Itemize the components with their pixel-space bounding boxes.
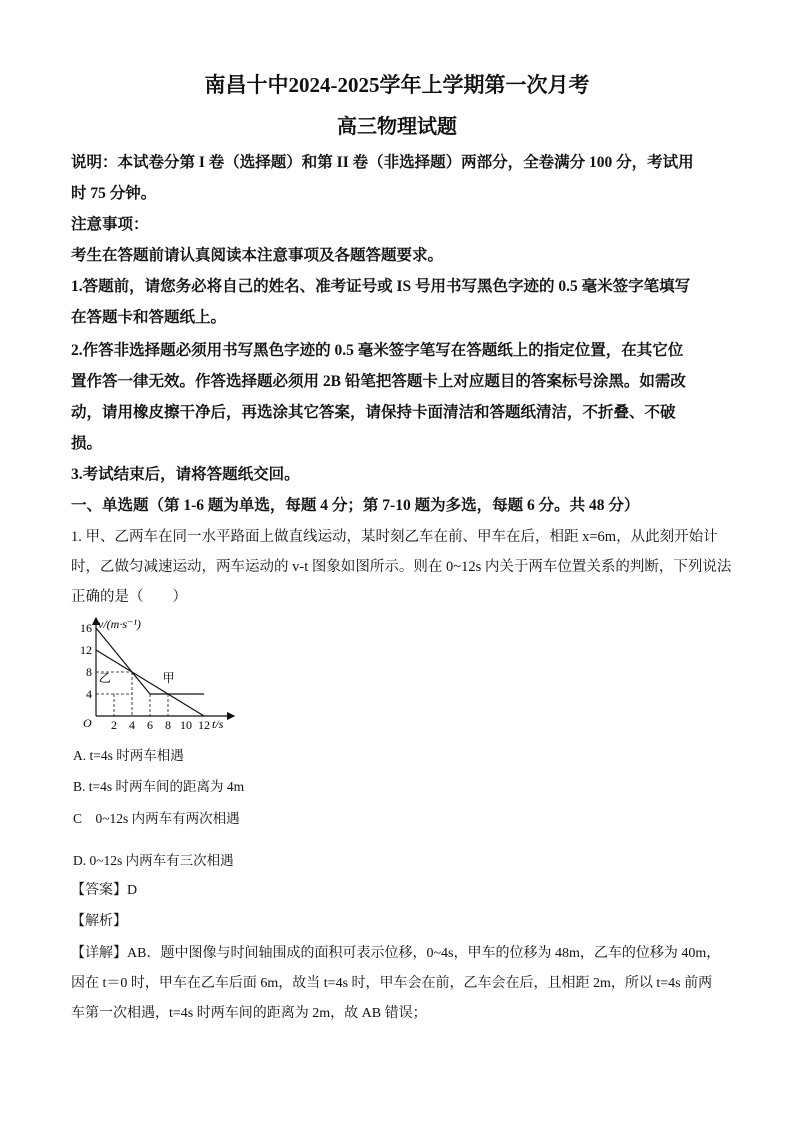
note-2-line-1: 2.作答非选择题必须用书写黑色字迹的 0.5 毫米签字笔写在答题纸上的指定位置，在其它位	[71, 342, 684, 359]
note-1-line-2: 在答题卡和答题纸上。	[71, 309, 227, 326]
section-heading: 一、单选题（第 1-6 题为单选，每题 4 分；第 7-10 题为多选，每题 6 分。共 48 分）	[71, 497, 640, 514]
y-tick-label: 8	[86, 665, 92, 679]
x-tick-label: 12	[198, 718, 210, 732]
x-tick-label: 2	[111, 718, 117, 732]
series-label-yi: 乙	[98, 670, 111, 685]
x-tick-label: 8	[165, 718, 171, 732]
note-2-line-3: 动，请用橡皮擦干净后，再选涂其它答案，请保持卡面清洁和答题纸清洁，不折叠、不破	[71, 404, 676, 421]
intro-line-1: 说明：本试卷分第 I 卷（选择题）和第 II 卷（非选择题）两部分，全卷满分 100 分，考试用	[71, 154, 694, 171]
origin-label: O	[83, 716, 92, 730]
question-1-stem-line-2: 时，乙做匀减速运动，两车运动的 v-t 图象如图所示。则在 0~12s 内关于两车位置关系的判断，下列说法	[71, 559, 732, 575]
intro-line-2: 时 75 分钟。	[71, 185, 157, 202]
option-d: D. 0~12s 内两车有三次相遇	[73, 853, 234, 868]
analysis-tag: 【解析】	[71, 914, 127, 929]
x-tick-label: 4	[129, 718, 135, 732]
x-tick-label: 6	[147, 718, 153, 732]
y-axis-label: v/(m·s⁻¹)	[98, 617, 141, 631]
note-3: 3.考试结束后，请将答题纸交回。	[71, 466, 300, 483]
answer-line	[71, 879, 137, 899]
option-b: B. t=4s 时两车间的距离为 4m	[73, 779, 245, 794]
detail-line-1: 【详解】AB．题中图像与时间轴围成的面积可表示位移，0~4s，甲车的位移为 48m，乙车的位移为 40m，	[71, 946, 721, 961]
answer-value: D	[127, 883, 138, 898]
option-c: C 0~12s 内两车有两次相遇	[73, 811, 240, 826]
exam-title: 南昌十中2024-2025学年上学期第一次月考	[204, 73, 590, 97]
option-a: A. t=4s 时两车相遇	[73, 748, 184, 763]
note-1-line-1: 1.答题前，请您务必将自己的姓名、准考证号或 IS 号用书写黑色字迹的 0.5 毫米签字笔填写	[71, 278, 691, 295]
answer-tag: 【答案】	[71, 883, 127, 898]
y-tick-label: 16	[80, 621, 92, 635]
x-axis-label: t/s	[212, 717, 224, 731]
note-2-line-2: 置作答一律无效。作答选择题必须用 2B 铅笔把答题卡上对应题目的答案标号涂黑。如需改	[71, 373, 686, 390]
series-line-jia	[96, 628, 204, 694]
notes-lead: 考生在答题前请认真阅读本注意事项及各题答题要求。	[71, 247, 444, 264]
vt-graph	[74, 612, 244, 734]
y-tick-label: 12	[80, 643, 92, 657]
exam-subtitle: 高三物理试题	[337, 116, 457, 138]
note-2-line-4: 损。	[71, 435, 103, 452]
detail-line-3: 车第一次相遇，t=4s 时两车间的距离为 2m，故 AB 错误；	[71, 1006, 427, 1021]
question-1-stem-line-3: 正确的是（ ）	[71, 589, 187, 605]
x-tick-label: 10	[180, 718, 192, 732]
y-tick-label: 4	[86, 687, 92, 701]
question-1-stem-line-1: 1. 甲、乙两车在同一水平路面上做直线运动，某时刻乙车在前、甲车在后，相距 x=6m，从此刻开始计	[71, 529, 718, 545]
series-label-jia: 甲	[162, 670, 175, 685]
detail-line-2: 因在 t＝0 时，甲车在乙车后面 6m，故当 t=4s 时，甲车会在前，乙车会在后，且相距 2m，所以 t=4s 前两	[71, 976, 713, 991]
notes-heading: 注意事项：	[71, 216, 149, 233]
